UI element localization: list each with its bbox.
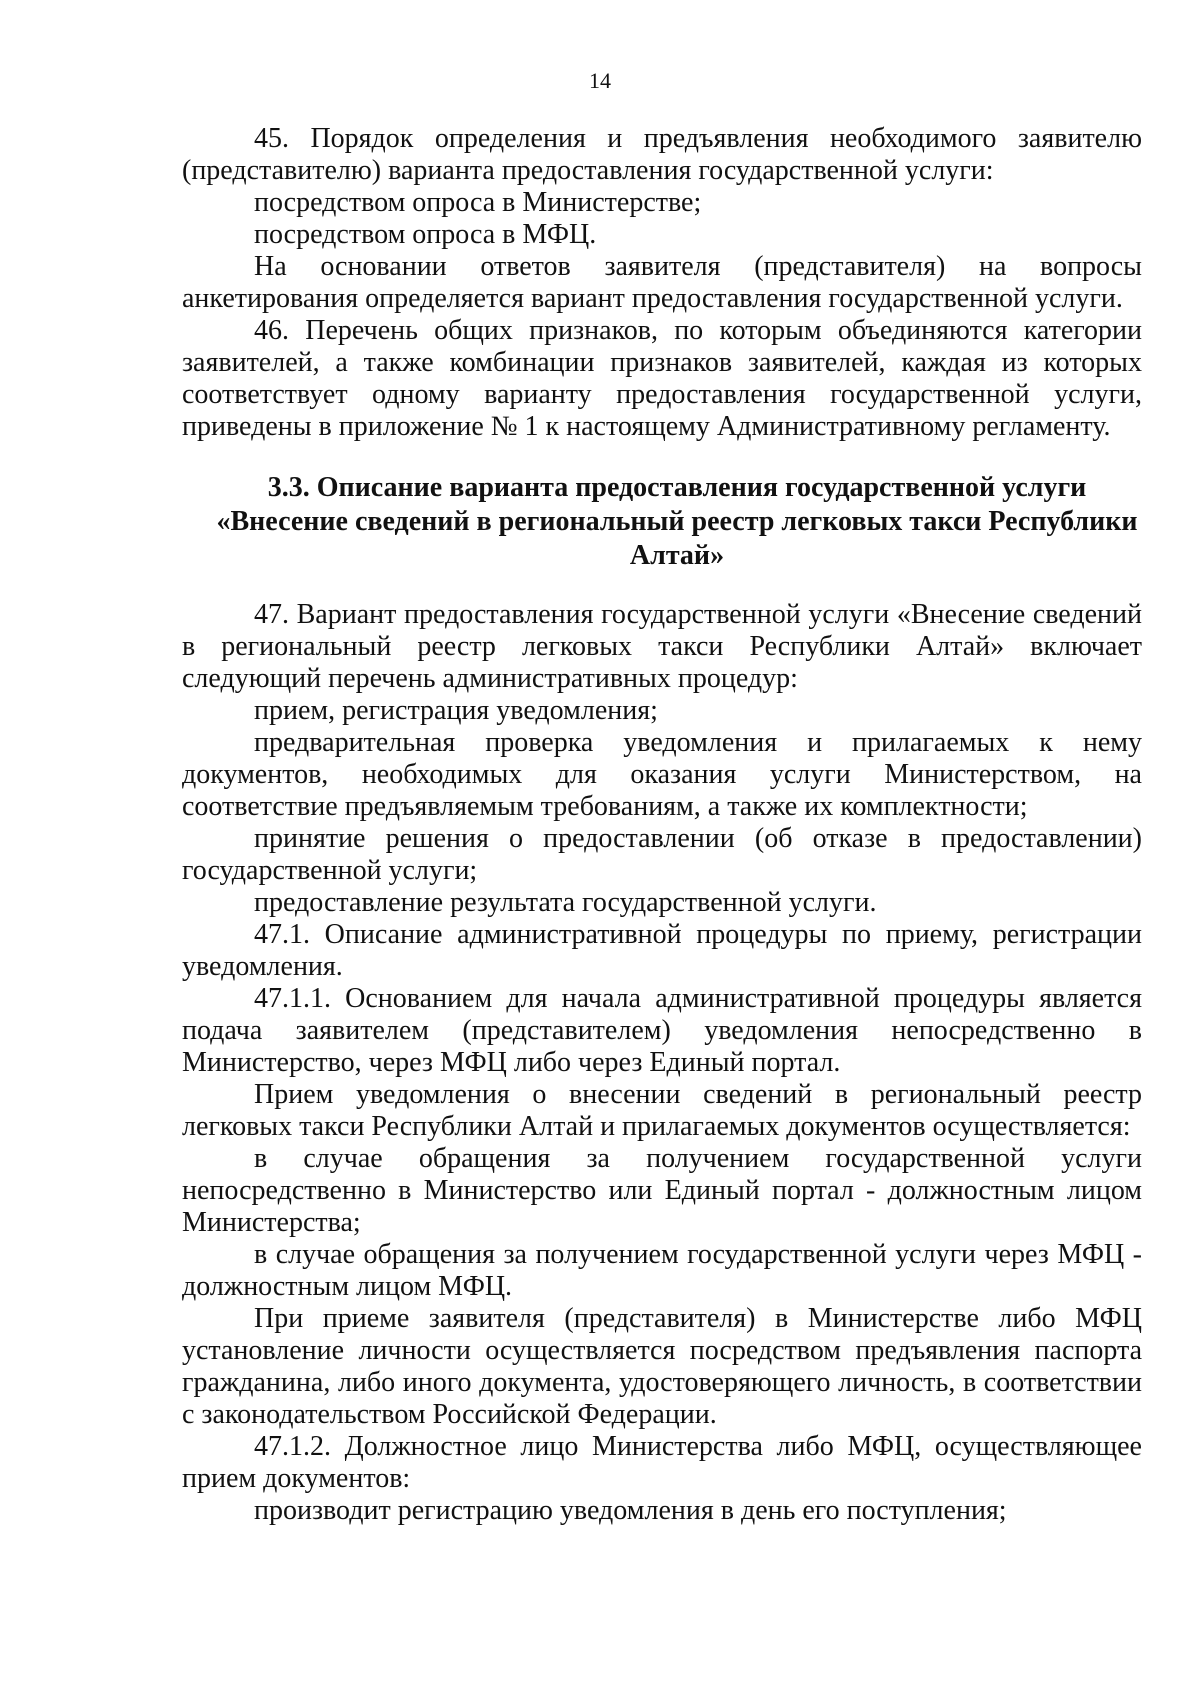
- paragraph-45-line-2: (представителю) варианта предоставления государственной услуги:: [182, 155, 994, 186]
- paragraph-basis-line-2: анкетирования определяется вариант предоставления государственной услуги.: [182, 283, 1123, 314]
- list-item: предоставление результата государственной услуги.: [254, 887, 877, 918]
- list-item: в случае обращения за получением государственной услуги непосредственно в Министерство или Единый портал - должностным лицом Министерства;: [182, 1143, 1142, 1238]
- document-body: [182, 123, 1142, 1527]
- section-heading-line: «Внесение сведений в региональный реестр легковых такси Республики: [216, 506, 1138, 537]
- paragraph-identity: При приеме заявителя (представителя) в Министерстве либо МФЦ установление личности осуществляется посредством предъявления паспорта гражданина, либо иного документа, удостоверяющего личность, в соответствии с законодательством Российской Федерации.: [182, 1303, 1142, 1430]
- list-item: посредством опроса в МФЦ.: [254, 219, 597, 250]
- section-heading-line: Алтай»: [629, 540, 725, 571]
- list-item: производит регистрацию уведомления в день его поступления;: [254, 1495, 1007, 1526]
- paragraph-46: 46. Перечень общих признаков, по которым объединяются категории заявителей, а также комбинации признаков заявителей, каждая из которых соответствует одному варианту предоставления государственной услуги, приведены в приложение № 1 к настоящему Административному регламенту.: [182, 315, 1142, 442]
- section-heading: [182, 471, 1142, 573]
- paragraph-45-line-1: 45. Порядок определения и предъявления необходимого заявителю: [254, 123, 1142, 154]
- paragraph-47-1-2: 47.1.2. Должностное лицо Министерства либо МФЦ, осуществляющее прием документов:: [182, 1431, 1142, 1494]
- list-item: предварительная проверка уведомления и прилагаемых к нему документов, необходимых для оказания услуги Министерством, на соответствие предъявляемым требованиям, а также их комплектности;: [182, 727, 1142, 822]
- list-item: в случае обращения за получением государственной услуги через МФЦ - должностным лицом МФЦ.: [182, 1239, 1142, 1302]
- list-item: принятие решения о предоставлении (об отказе в предоставлении) государственной услуги;: [182, 823, 1142, 886]
- list-item: прием, регистрация уведомления;: [254, 695, 658, 726]
- paragraph-basis-line-1: На основании ответов заявителя (представителя) на вопросы: [254, 251, 1142, 282]
- paragraph-47-1: 47.1. Описание административной процедуры по приему, регистрации уведомления.: [182, 919, 1142, 982]
- paragraph-47-1-1: 47.1.1. Основанием для начала административной процедуры является подача заявителем (представителем) уведомления непосредственно в Министерство, через МФЦ либо через Единый портал.: [182, 983, 1142, 1078]
- page-number: 14: [589, 68, 611, 93]
- section-heading-line: 3.3. Описание варианта предоставления государственной услуги: [267, 472, 1087, 503]
- list-item: посредством опроса в Министерстве;: [254, 187, 702, 218]
- paragraph-47: 47. Вариант предоставления государственной услуги «Внесение сведений в региональный реестр легковых такси Республики Алтай» включает следующий перечень административных процедур:: [182, 599, 1142, 694]
- paragraph-reception: Прием уведомления о внесении сведений в региональный реестр легковых такси Республики Алтай и прилагаемых документов осуществляется:: [182, 1079, 1142, 1142]
